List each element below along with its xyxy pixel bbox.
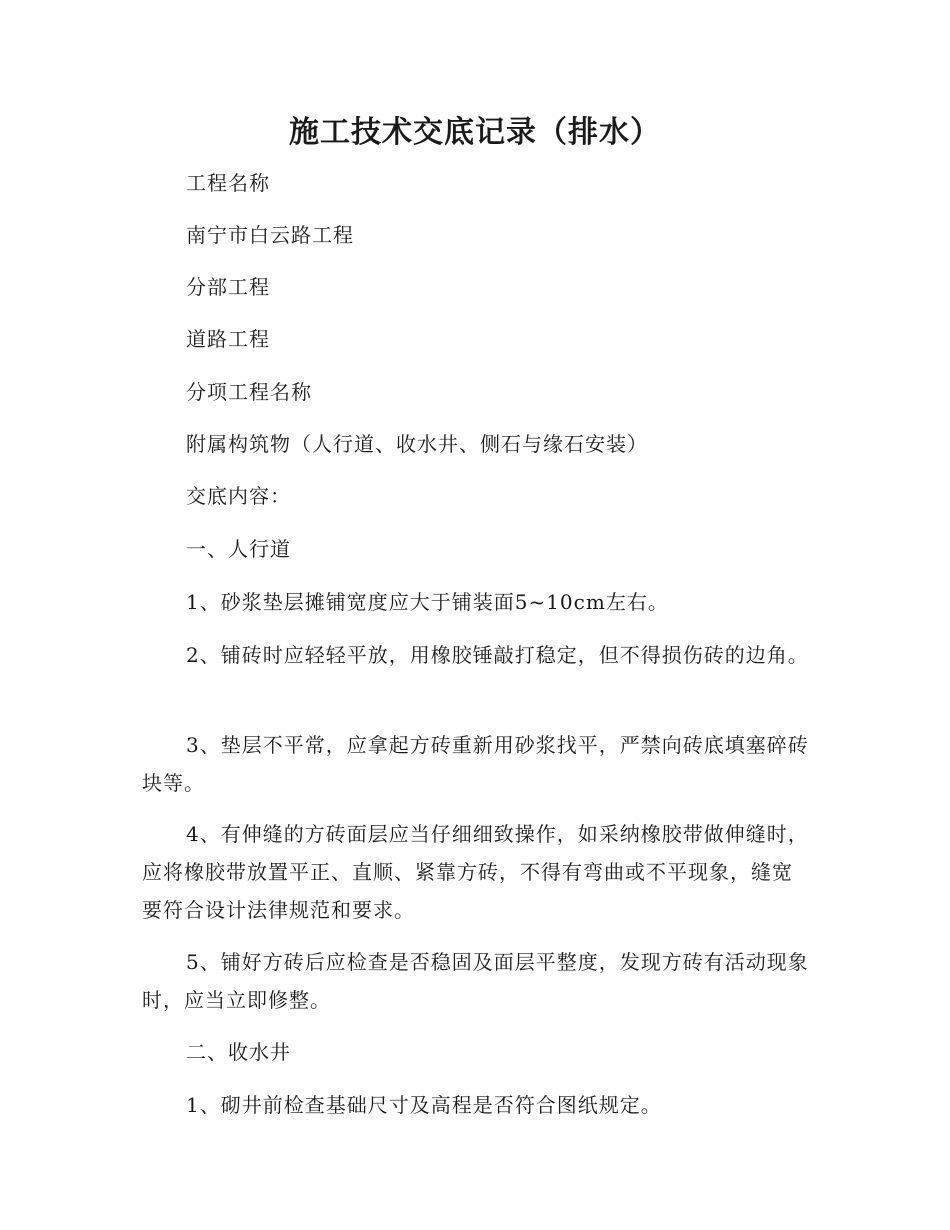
paragraph-item: 2、铺砖时应轻轻平放，用橡胶锤敲打稳定，但不得损伤砖的边角。 <box>186 643 809 667</box>
field-value-project-name: 南宁市白云路工程 <box>186 223 354 247</box>
section-heading-sidewalk: 一、人行道 <box>186 537 291 561</box>
field-label-subitem-name: 分项工程名称 <box>186 380 312 404</box>
section-label-content: 交底内容： <box>186 484 291 508</box>
paragraph-item: 5、铺好方砖后应检查是否稳固及面层平整度，发现方砖有活动现象时，应当立即修整。 <box>142 950 809 1012</box>
field-label-division: 分部工程 <box>186 275 270 299</box>
paragraph-item: 1、砌井前检查基础尺寸及高程是否符合图纸规定。 <box>186 1093 662 1117</box>
paragraph-item: 4、有伸缝的方砖面层应当仔细细致操作，如采纳橡胶带做伸缝时，应将橡胶带放置平正、直顺、紧靠方砖，不得有弯曲或不平现象，缝宽要符合设计法律规范和要求。 <box>142 822 809 922</box>
paragraph-item: 3、垫层不平常，应拿起方砖重新用砂浆找平，严禁向砖底填塞碎砖块等。 <box>142 733 809 795</box>
field-label-project-name: 工程名称 <box>186 171 270 195</box>
field-value-division: 道路工程 <box>186 327 270 351</box>
section-heading-catch-basin: 二、收水井 <box>186 1040 291 1064</box>
field-value-subitem-name: 附属构筑物（人行道、收水井、侧石与缘石安装） <box>186 432 648 456</box>
paragraph-item: 1、砂浆垫层摊铺宽度应大于铺装面5~10cm左右。 <box>186 590 669 614</box>
document-title: 施工技术交底记录（排水） <box>289 115 661 150</box>
